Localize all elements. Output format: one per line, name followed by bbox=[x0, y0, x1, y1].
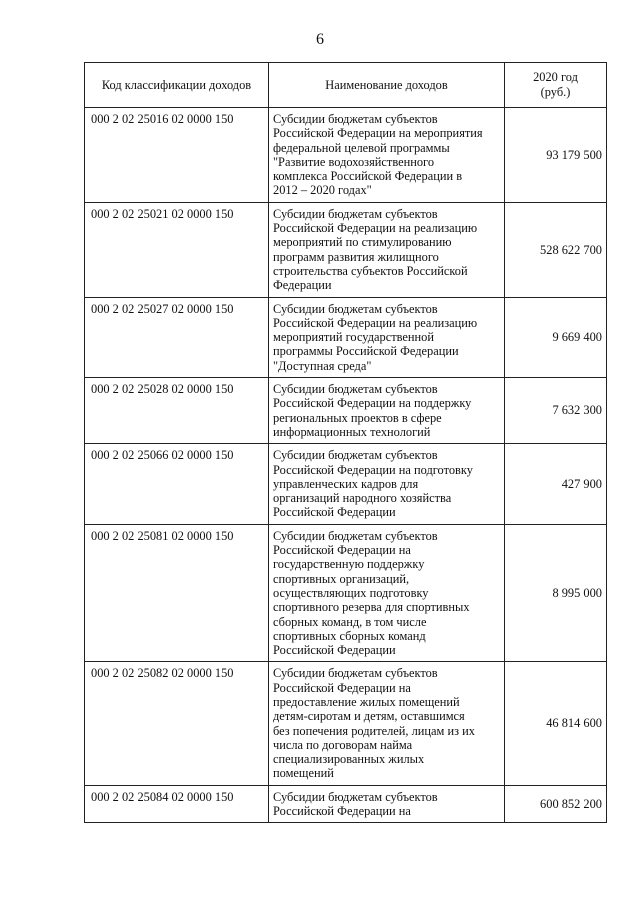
table-row bbox=[85, 378, 607, 444]
row-code: 000 2 02 25021 02 0000 150 bbox=[85, 202, 269, 297]
table-row bbox=[85, 662, 607, 785]
header-amount: 2020 год (руб.) bbox=[505, 63, 607, 108]
table-row bbox=[85, 785, 607, 823]
row-name: Субсидии бюджетам субъектов Российской Федерации на мероприятия федеральной целевой программы "Развитие водохозяйственного комплекса Российской Федерации в 2012 – 2020 годах" bbox=[269, 108, 505, 203]
row-amount: 9 669 400 bbox=[505, 297, 607, 377]
row-amount: 427 900 bbox=[505, 444, 607, 524]
row-code: 000 2 02 25016 02 0000 150 bbox=[85, 108, 269, 203]
row-amount: 93 179 500 bbox=[505, 108, 607, 203]
row-amount: 46 814 600 bbox=[505, 662, 607, 785]
row-code: 000 2 02 25028 02 0000 150 bbox=[85, 378, 269, 444]
row-amount: 600 852 200 bbox=[505, 785, 607, 823]
row-name: Субсидии бюджетам субъектов Российской Федерации на bbox=[269, 785, 505, 823]
header-name: Наименование доходов bbox=[269, 63, 505, 108]
revenue-table bbox=[84, 62, 607, 823]
table-row bbox=[85, 524, 607, 662]
header-code: Код классификации доходов bbox=[85, 63, 269, 108]
table-row bbox=[85, 202, 607, 297]
row-name: Субсидии бюджетам субъектов Российской Федерации на поддержку региональных проектов в сфере информационных технологий bbox=[269, 378, 505, 444]
row-amount: 7 632 300 bbox=[505, 378, 607, 444]
row-code: 000 2 02 25027 02 0000 150 bbox=[85, 297, 269, 377]
row-name: Субсидии бюджетам субъектов Российской Федерации на реализацию мероприятий по стимулированию программ развития жилищного строительства субъектов Российской Федерации bbox=[269, 202, 505, 297]
row-name: Субсидии бюджетам субъектов Российской Федерации на государственную поддержку спортивных организаций, осуществляющих подготовку спортивного резерва для спортивных сборных команд, в том числе спортивных сборных команд Российской Федерации bbox=[269, 524, 505, 662]
row-code: 000 2 02 25082 02 0000 150 bbox=[85, 662, 269, 785]
row-code: 000 2 02 25084 02 0000 150 bbox=[85, 785, 269, 823]
row-name: Субсидии бюджетам субъектов Российской Федерации на предоставление жилых помещений детям-сиротам и детям, оставшимся без попечения родителей, лицам из их числа по договорам найма специализированных жилых помещений bbox=[269, 662, 505, 785]
table-row bbox=[85, 297, 607, 377]
table-row bbox=[85, 444, 607, 524]
row-amount: 8 995 000 bbox=[505, 524, 607, 662]
table-header-row bbox=[85, 63, 607, 108]
row-amount: 528 622 700 bbox=[505, 202, 607, 297]
row-code: 000 2 02 25081 02 0000 150 bbox=[85, 524, 269, 662]
row-code: 000 2 02 25066 02 0000 150 bbox=[85, 444, 269, 524]
row-name: Субсидии бюджетам субъектов Российской Федерации на подготовку управленческих кадров для организаций народного хозяйства Российской Федерации bbox=[269, 444, 505, 524]
page-number: 6 bbox=[316, 31, 324, 48]
row-name: Субсидии бюджетам субъектов Российской Федерации на реализацию мероприятий государственной программы Российской Федерации "Доступная среда" bbox=[269, 297, 505, 377]
table-row bbox=[85, 108, 607, 203]
